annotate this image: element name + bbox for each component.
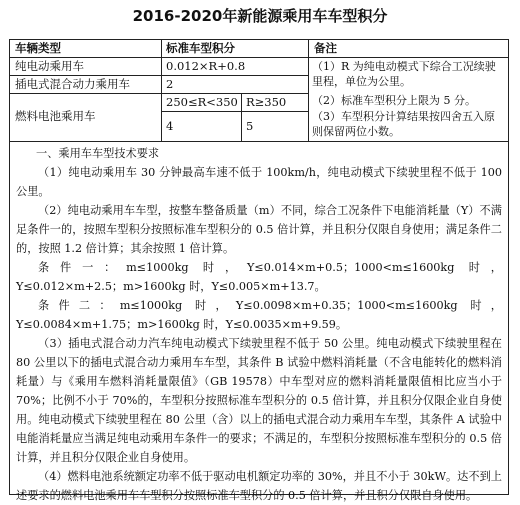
remark-1: （1）R 为纯电动模式下综合工况续驶里程，单位为公里。 [312,60,496,88]
paragraph-4: （4）燃料电池系统额定功率不低于驱动电机额定功率的 30%，并且不小于 30kW。达不到上述要求的燃料电池乘用车车型积分按照标准车型积分的 0.5 倍计算，并且积分仅限自身使用。 [16,470,502,502]
table-divider [9,75,308,76]
table-divider [241,93,242,141]
header-remarks: 备注 [314,41,337,55]
paragraph-2: （2）纯电动乘用车车型，按整车整备质量（m）不同，综合工况条件下电能消耗量（Y）不满足条件一的，按照车型积分按照标准车型积分的 0.5 倍计算，并且积分仅限自身使用；满足条件二的，按照 1.2 倍计算；其余按照 1 倍计算。 [16,204,502,255]
body-text [16,144,502,505]
row-bev-type: 纯电动乘用车 [15,59,84,73]
table-divider [308,39,309,141]
condition-2: 条件二：m≤1000kg 时，Y≤0.0098×m+0.35；1000<m≤1600kg 时，Y≤0.0084×m+1.75；m>1600kg 时，Y≤0.0035×m+9.59。 [16,299,502,331]
row-fcv-range-high: R≥350 [246,95,287,109]
table-divider [161,39,162,141]
condition-1: 条件一：m≤1000kg 时，Y≤0.014×m+0.5；1000<m≤1600kg 时，Y≤0.012×m+2.5；m>1600kg 时，Y≤0.005×m+13.7。 [16,261,502,293]
row-fcv-type: 燃料电池乘用车 [15,109,96,123]
section-heading: 一、乘用车车型技术要求 [36,147,160,160]
page-title: 2016-2020年新能源乘用车车型积分 [132,7,388,25]
paragraph-1: （1）纯电动乘用车 30 分钟最高车速不低于 100km/h，纯电动模式下续驶里程不低于 100 公里。 [16,166,502,198]
header-vehicle-type: 车辆类型 [15,41,61,55]
row-bev-points: 0.012×R+0.8 [166,59,246,73]
table-divider [9,93,308,94]
table-divider [161,111,308,112]
table-divider [9,57,509,58]
remark-2: （2）标准车型积分上限为 5 分。 [312,94,476,107]
row-phev-type: 插电式混合动力乘用车 [15,77,130,91]
header-standard-points: 标准车型积分 [166,41,235,55]
paragraph-3: （3）插电式混合动力汽车纯电动模式下续驶里程不低于 50 公里。纯电动模式下续驶里程在 80 公里以下的插电式混合动力乘用车车型，其条件 B 试验中燃料消耗量（不含电能转化的燃料消耗量）与《乘用车燃料消耗量限值》（GB 19578）中车型对应的燃料消耗量限值相比应当小于 70%；比例不小于 70%的，车型积分按照标准车型积分的 0.5 倍计算，并且积分仅限企业自身使用。纯电动模式下续驶里程在 80 公里（含）以上的插电式混合动力乘用车车型，其条件 A 试验中电能消耗量应当满足纯电动乘用车条件一的要求；不满足的，车型积分按照标准车型积分的 0.5 倍计算，并且积分仅限企业自身使用。 [16,337,502,464]
row-phev-points: 2 [166,77,174,91]
row-fcv-points-high: 5 [246,119,254,133]
table-divider [9,141,509,142]
remark-3: （3）车型积分计算结果按四舍五入原则保留两位小数。 [312,110,495,138]
row-fcv-range-low: 250≤R<350 [166,95,238,109]
row-fcv-points-low: 4 [166,119,174,133]
